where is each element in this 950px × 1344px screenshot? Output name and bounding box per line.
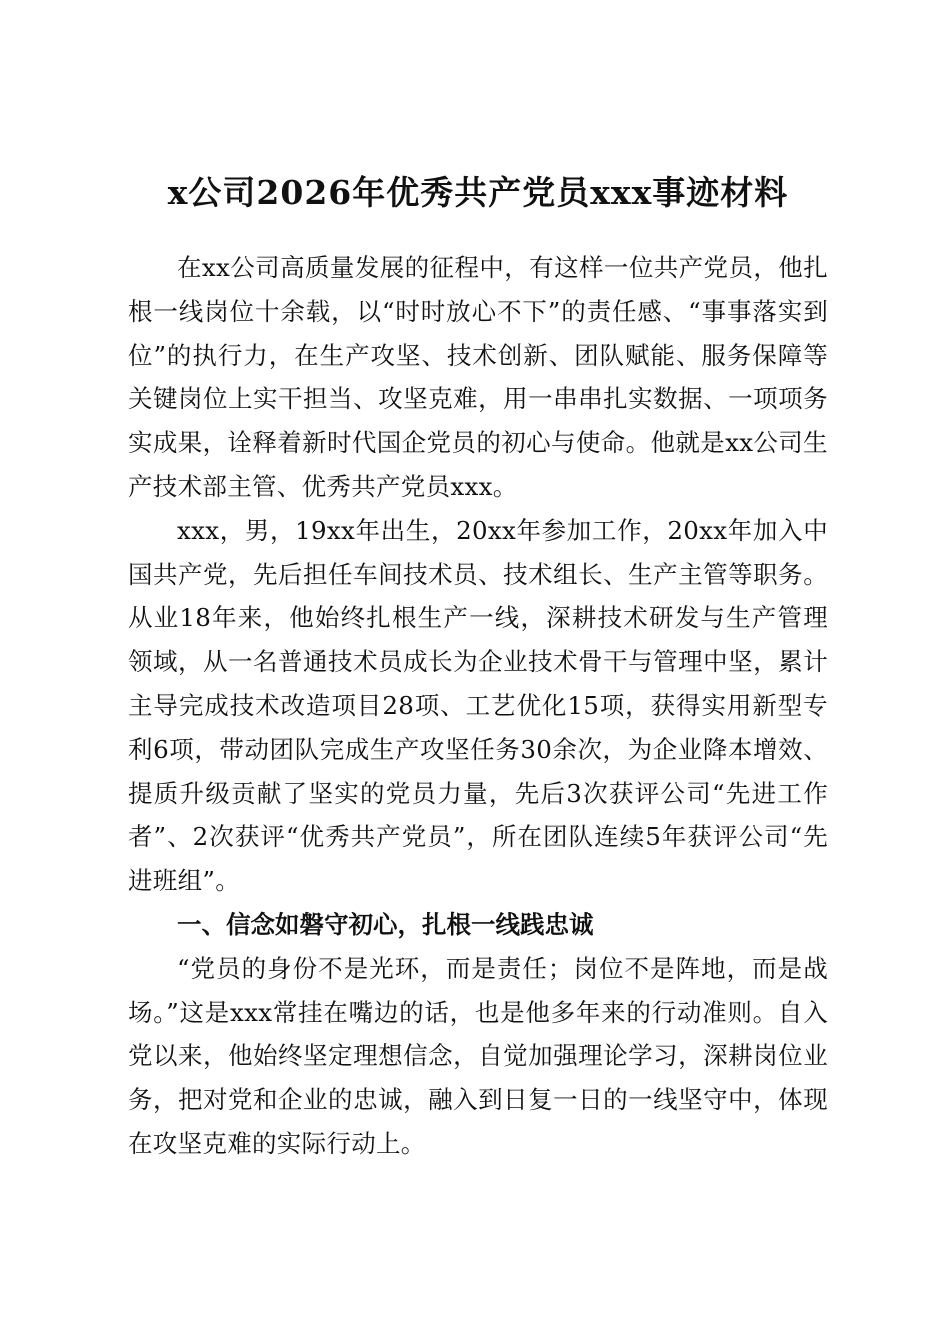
intro-paragraph: 在xx公司高质量发展的征程中，有这样一位共产党员，他扎根一线岗位十余载，以“时时放心不下”的责任感、“事事落实到位”的执行力，在生产攻坚、技术创新、团队赋能、服务保障等关键岗位上实干担当、攻坚克难，用一串串扎实数据、一项项务实成果，诠释着新时代国企党员的初心与使命。他就是xx公司生产技术部主管、优秀共产党员xxx。 — [128, 253, 829, 501]
document-body — [128, 168, 828, 1166]
document-title: x公司2026年优秀共产党员xxx事迹材料 — [167, 173, 789, 212]
profile-paragraph: xxx，男，19xx年出生，20xx年参加工作，20xx年加入中国共产党，先后担任车间技术员、技术组长、生产主管等职务。从业18年来，他始终扎根生产一线，深耕技术研发与生产管理领域，从一名普通技术员成长为企业技术骨干与管理中坚，累计主导完成技术改造项目28项、工艺优化15项，获得实用新型专利6项，带动团队完成生产攻坚任务30余次，为企业降本增效、提质升级贡献了坚实的党员力量，先后3次获评公司“先进工作者”、2次获评“优秀共产党员”，所在团队连续5年获评公司“先进班组”。 — [128, 515, 828, 896]
section-heading: 一、信念如磐守初心，扎根一线践忠诚 — [177, 909, 594, 939]
section-paragraph: “党员的身份不是光环，而是责任；岗位不是阵地，而是战场。”这是xxx常挂在嘴边的话，也是他多年来的行动准则。自入党以来，他始终坚定理想信念，自觉加强理论学习，深耕岗位业务，把对党和企业的忠诚，融入到日复一日的一线坚守中，体现在攻坚克难的实际行动上。 — [128, 953, 828, 1158]
